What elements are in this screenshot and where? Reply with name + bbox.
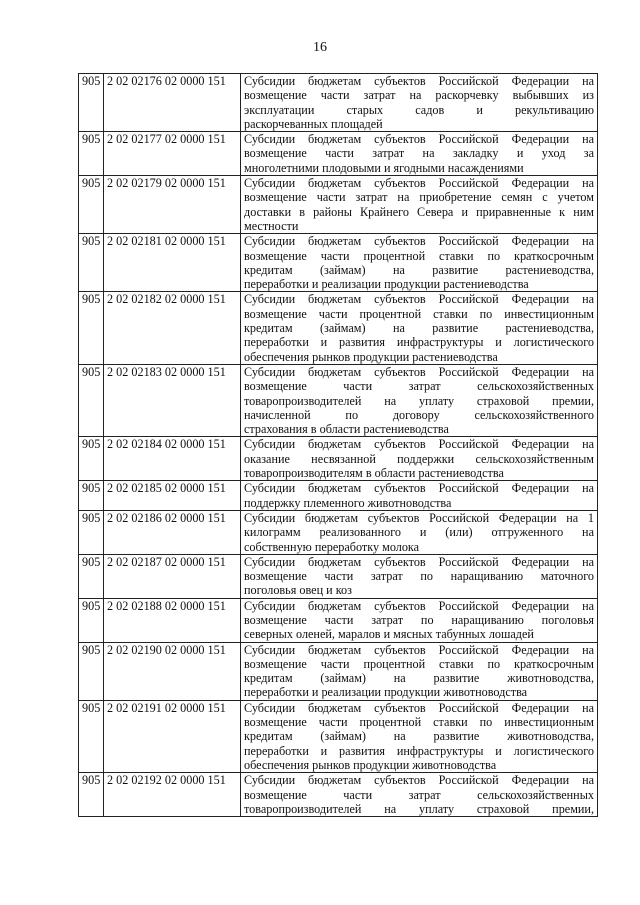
table-row <box>79 364 598 436</box>
description-line: кредитам (займам) на развитие растениеводства, <box>244 262 594 277</box>
budget-classification-code-cell: 2 02 02177 02 0000 151 <box>104 132 241 176</box>
budget-classification-code-cell: 2 02 02191 02 0000 151 <box>104 700 241 772</box>
table-row <box>79 292 598 364</box>
table-row <box>79 642 598 700</box>
description-line: обеспечения рынков продукции животноводства <box>244 757 497 772</box>
description-line: доставки в районы Крайнего Севера и приравненные к ним <box>244 204 594 219</box>
description-line: оказание несвязанной поддержки сельскохозяйственным <box>244 451 594 466</box>
description-line: Субсидии бюджетам субъектов Российской Федерации на <box>244 773 594 788</box>
description-line: Субсидии бюджетам субъектов Российской Федерации на <box>244 234 594 249</box>
description-line: северных оленей, маралов и мясных табунных лошадей <box>244 627 534 642</box>
description-line: Субсидии бюджетам субъектов Российской Федерации на <box>244 642 594 657</box>
description-line: поддержку племенного животноводства <box>244 495 452 510</box>
description-line: возмещение части затрат сельскохозяйственных <box>244 787 594 802</box>
admin-code-cell: 905 <box>79 773 104 817</box>
description-cell <box>241 74 598 132</box>
description-line: товаропроизводителям в области растениеводства <box>244 466 504 481</box>
admin-code-cell: 905 <box>79 176 104 234</box>
description-line: кредитам (займам) на развитие животноводства, <box>244 671 594 686</box>
table-row <box>79 510 598 554</box>
admin-code-cell: 905 <box>79 598 104 642</box>
budget-classification-code-cell: 2 02 02181 02 0000 151 <box>104 234 241 292</box>
description-line: Субсидии бюджетам субъектов Российской Федерации на <box>244 292 594 307</box>
description-line: Субсидии бюджетам субъектов Российской Федерации на <box>244 364 594 379</box>
budget-classification-code-cell: 2 02 02186 02 0000 151 <box>104 510 241 554</box>
description-line: товаропроизводителей на уплату страховой премии, <box>244 393 594 408</box>
description-cell <box>241 773 598 817</box>
admin-code-cell: 905 <box>79 481 104 511</box>
description-line: килограмм реализованного и (или) отгруженного на <box>244 525 594 540</box>
table-row <box>79 700 598 772</box>
description-line: переработки и развития инфраструктуры и логистического <box>244 743 594 758</box>
admin-code-cell: 905 <box>79 234 104 292</box>
description-line: Субсидии бюджетам субъектов Российской Федерации на <box>244 132 594 147</box>
budget-classification-code-cell: 2 02 02187 02 0000 151 <box>104 554 241 598</box>
admin-code-cell: 905 <box>79 292 104 364</box>
description-line: начисленной по договору сельскохозяйственного <box>244 407 594 422</box>
description-line: возмещение части затрат по наращиванию поголовья <box>244 612 594 627</box>
admin-code-cell: 905 <box>79 510 104 554</box>
description-cell <box>241 700 598 772</box>
admin-code-cell: 905 <box>79 437 104 481</box>
description-line: возмещение части процентной ставки по краткосрочным <box>244 248 594 263</box>
description-cell <box>241 510 598 554</box>
description-cell <box>241 437 598 481</box>
table-row <box>79 598 598 642</box>
description-line: Субсидии бюджетам субъектов Российской Федерации на <box>244 437 594 452</box>
table-row <box>79 74 598 132</box>
budget-classification-code-cell: 2 02 02192 02 0000 151 <box>104 773 241 817</box>
budget-classification-code-cell: 2 02 02176 02 0000 151 <box>104 74 241 132</box>
description-line: Субсидии бюджетам субъектов Российской Федерации на <box>244 176 594 191</box>
description-line: возмещение части затрат на закладку и уход за <box>244 146 594 161</box>
admin-code-cell: 905 <box>79 74 104 132</box>
admin-code-cell: 905 <box>79 700 104 772</box>
description-line: переработки и реализации продукции животноводства <box>244 685 528 700</box>
table-row <box>79 773 598 817</box>
description-line: Субсидии бюджетам субъектов Российской Федерации на <box>244 74 594 88</box>
description-line: поголовья овец и коз <box>244 583 352 598</box>
budget-classification-code-cell: 2 02 02188 02 0000 151 <box>104 598 241 642</box>
description-line: возмещение части процентной ставки по инвестиционным <box>244 306 594 321</box>
description-line: обеспечения рынков продукции растениеводства <box>244 349 498 364</box>
description-cell <box>241 176 598 234</box>
description-line: возмещение части затрат на раскорчевку выбывших из <box>244 88 594 103</box>
admin-code-cell: 905 <box>79 642 104 700</box>
description-line: кредитам (займам) на развитие животноводства, <box>244 729 594 744</box>
table-row <box>79 176 598 234</box>
description-line: товаропроизводителей на уплату страховой премии, <box>244 801 594 816</box>
description-line: переработки и реализации продукции растениеводства <box>244 277 529 292</box>
budget-classification-code-cell: 2 02 02184 02 0000 151 <box>104 437 241 481</box>
budget-classification-code-cell: 2 02 02190 02 0000 151 <box>104 642 241 700</box>
table-row <box>79 132 598 176</box>
description-cell <box>241 481 598 511</box>
admin-code-cell: 905 <box>79 132 104 176</box>
description-line: переработки и развития инфраструктуры и логистического <box>244 335 594 350</box>
description-line: Субсидии бюджетам субъектов Российской Федерации на 1 <box>244 510 594 525</box>
description-cell <box>241 132 598 176</box>
budget-codes-table <box>78 73 598 817</box>
description-line: собственную переработку молока <box>244 539 420 554</box>
description-line: возмещение части затрат по наращиванию маточного <box>244 569 594 584</box>
budget-classification-code-cell: 2 02 02185 02 0000 151 <box>104 481 241 511</box>
description-cell <box>241 554 598 598</box>
table-row <box>79 481 598 511</box>
budget-classification-code-cell: 2 02 02182 02 0000 151 <box>104 292 241 364</box>
table-row <box>79 554 598 598</box>
description-line: Субсидии бюджетам субъектов Российской Федерации на <box>244 598 594 613</box>
admin-code-cell: 905 <box>79 364 104 436</box>
description-line: многолетними плодовыми и ягодными насаждениями <box>244 160 524 175</box>
description-line: кредитам (займам) на развитие растениеводства, <box>244 321 594 336</box>
budget-classification-code-cell: 2 02 02179 02 0000 151 <box>104 176 241 234</box>
description-line: страхования в области растениеводства <box>244 422 449 437</box>
description-line: раскорчеванных площадей <box>244 116 383 131</box>
description-cell <box>241 234 598 292</box>
description-cell <box>241 598 598 642</box>
description-line: возмещение части затрат на приобретение семян с учетом <box>244 190 594 205</box>
description-line: возмещение части затрат сельскохозяйственных <box>244 379 594 394</box>
table-row <box>79 437 598 481</box>
admin-code-cell: 905 <box>79 554 104 598</box>
description-line: Субсидии бюджетам субъектов Российской Федерации на <box>244 700 594 715</box>
description-cell <box>241 364 598 436</box>
description-line: возмещение части процентной ставки по инвестиционным <box>244 715 594 730</box>
table-body <box>79 74 598 817</box>
description-line: эксплуатации старых садов и рекультивацию <box>244 102 594 117</box>
description-cell <box>241 642 598 700</box>
page-number: 16 <box>313 40 327 55</box>
description-line: возмещение части процентной ставки по краткосрочным <box>244 656 594 671</box>
description-line: Субсидии бюджетам субъектов Российской Федерации на <box>244 554 594 569</box>
description-line: местности <box>244 218 299 233</box>
description-cell <box>241 292 598 364</box>
description-line: Субсидии бюджетам субъектов Российской Федерации на <box>244 481 594 496</box>
table-row <box>79 234 598 292</box>
budget-classification-code-cell: 2 02 02183 02 0000 151 <box>104 364 241 436</box>
